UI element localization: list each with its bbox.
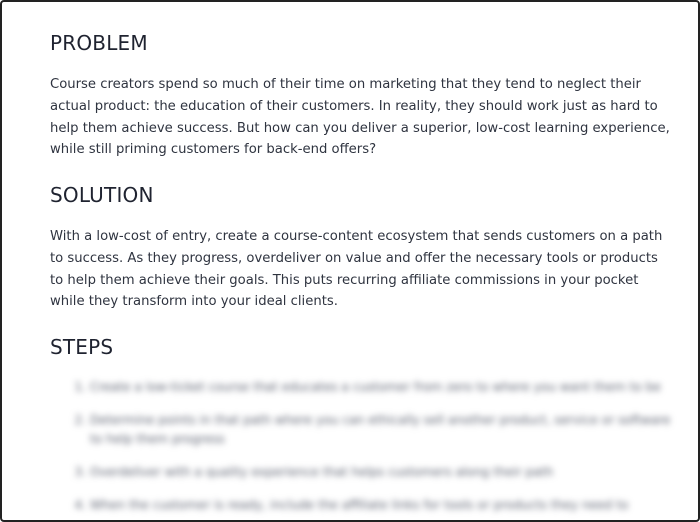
problem-body: Course creators spend so much of their time on marketing that they tend to neglect their actual product: the education of their customers. In reality, they should work just as hard to help them achieve success. But how can you deliver a superior, low-cost learning experience, while still priming customers for back-end offers? <box>50 77 670 158</box>
solution-body: With a low-cost of entry, create a course-content ecosystem that sends customers on a path to success. As they progress, overdeliver on value and offer the necessary tools or products to help them achieve their goals. This puts recurring affiliate commissions in your pocket while they transform into your ideal clients. <box>50 229 663 310</box>
step-item: 3. Overdeliver with a quality experience that helps customers along their path <box>90 463 680 482</box>
steps-heading: STEPS <box>50 335 114 359</box>
step-item: 2. Determine points in that path where you can ethically sell another product, service or software to help them progress <box>90 411 680 449</box>
problem-heading: PROBLEM <box>50 31 148 55</box>
step-item: 4. When the customer is ready, include the affiliate links for tools or products they need to <box>90 496 680 515</box>
steps-list <box>72 378 680 522</box>
solution-heading: SOLUTION <box>50 183 154 207</box>
step-item: 1. Create a low-ticket course that educates a customer from zero to where you want them to be <box>90 378 680 397</box>
